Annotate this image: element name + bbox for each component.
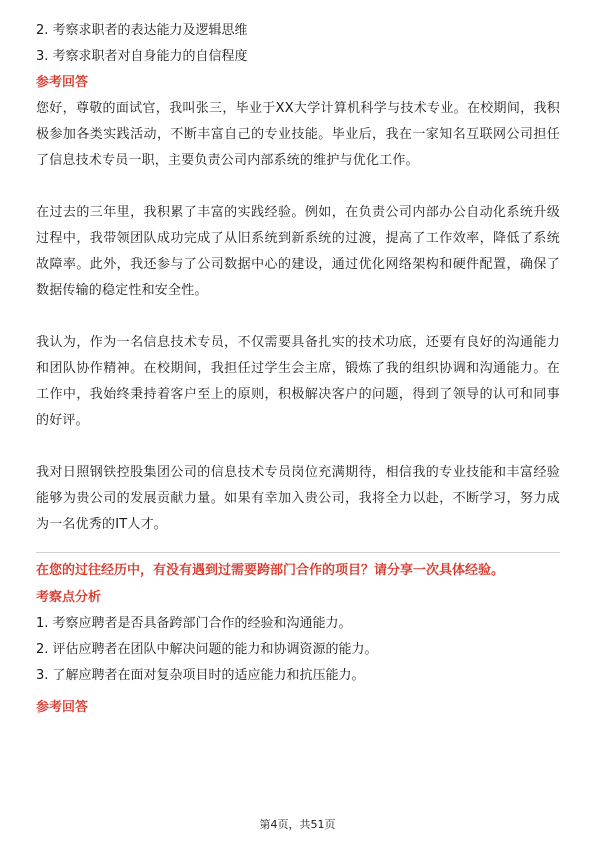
analysis-label: 考察点分析 bbox=[36, 590, 102, 605]
page-content bbox=[36, 22, 560, 725]
list-item: 3. 了解应聘者在面对复杂项目时的适应能力和抗压能力。 bbox=[36, 668, 365, 683]
list-item: 3. 考察求职者对自身能力的自信程度 bbox=[36, 49, 248, 64]
list-item: 1. 考察应聘者是否具备跨部门合作的经验和沟通能力。 bbox=[36, 616, 352, 631]
reference-answer-label: 参考回答 bbox=[36, 700, 89, 715]
answer-paragraph: 我对日照钢铁控股集团公司的信息技术专员岗位充满期待，相信我的专业技能和丰富经验能够为贵公司的发展贡献力量。如果有幸加入贵公司，我将全力以赴，不断学习，努力成为一名优秀的IT人才。 bbox=[36, 465, 560, 532]
analysis-list bbox=[36, 615, 560, 685]
reference-answer-label: 参考回答 bbox=[36, 75, 89, 90]
interview-question: 在您的过往经历中，有没有遇到过需要跨部门合作的项目？请分享一次具体经验。 bbox=[36, 563, 505, 578]
section-divider bbox=[36, 552, 560, 553]
list-item: 2. 考察求职者的表达能力及逻辑思维 bbox=[36, 23, 248, 38]
answer-paragraph: 在过去的三年里，我积累了丰富的实践经验。例如，在负责公司内部办公自动化系统升级过程中，我带领团队成功完成了从旧系统到新系统的过渡，提高了工作效率，降低了系统故障率。此外，我还参与了公司数据中心的建设，通过优化网络架构和硬件配置，确保了数据传输的稳定性和安全性。 bbox=[36, 205, 560, 298]
answer-paragraph: 我认为，作为一名信息技术专员，不仅需要具备扎实的技术功底，还要有良好的沟通能力和团队协作精神。在校期间，我担任过学生会主席，锻炼了我的组织协调和沟通能力。在工作中，我始终秉持着客户至上的原则，积极解决客户的问题，得到了领导的认可和同事的好评。 bbox=[36, 335, 560, 428]
page-footer: 第4页，共51页 bbox=[259, 818, 336, 831]
list-item: 2. 评估应聘者在团队中解决问题的能力和协调资源的能力。 bbox=[36, 642, 378, 657]
answer-paragraph: 您好，尊敬的面试官，我叫张三，毕业于XX大学计算机科学与技术专业。在校期间，我积极参加各类实践活动，不断丰富自己的专业技能。毕业后，我在一家知名互联网公司担任了信息技术专员一职，主要负责公司内部系统的维护与优化工作。 bbox=[36, 101, 560, 168]
